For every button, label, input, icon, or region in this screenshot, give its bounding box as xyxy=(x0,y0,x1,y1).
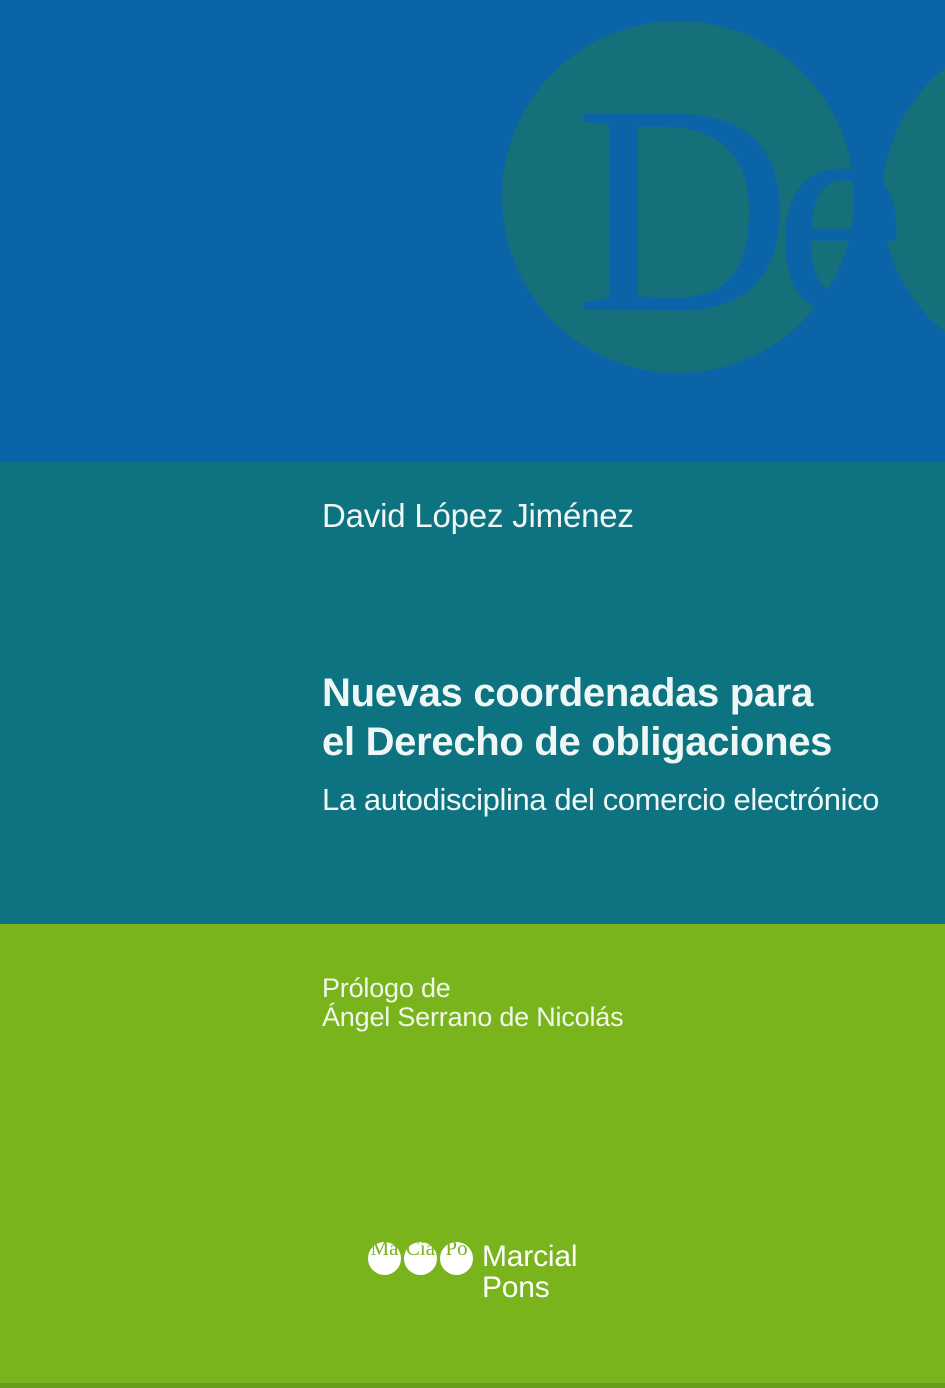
top-blue-band xyxy=(0,0,945,462)
series-monogram: De xyxy=(575,43,889,375)
book-title xyxy=(322,669,832,767)
logo-ball-letters: Po xyxy=(445,1242,468,1260)
logo-ball-icon xyxy=(440,1242,473,1275)
book-subtitle: La autodisciplina del comercio electrónico xyxy=(322,782,880,817)
book-title-line2: el Derecho de obligaciones xyxy=(322,720,833,764)
publisher-name-line2: Pons xyxy=(482,1271,550,1304)
author-name: David López Jiménez xyxy=(322,497,634,534)
prologue-credit xyxy=(322,974,623,1032)
prologue-author: Ángel Serrano de Nicolás xyxy=(322,1002,624,1032)
prologue-label: Prólogo de xyxy=(322,973,451,1003)
bottom-edge-strip xyxy=(0,1383,945,1388)
logo-ball-icon xyxy=(368,1242,401,1275)
book-title-line1: Nuevas coordenadas para xyxy=(322,671,814,715)
publisher-logo xyxy=(368,1241,628,1311)
logo-ball-letters: Cia xyxy=(405,1242,436,1260)
logo-ball-icon xyxy=(404,1242,437,1275)
series-circle-partial-icon xyxy=(882,30,945,370)
logo-ball-letters: Ma xyxy=(370,1242,399,1260)
publisher-name xyxy=(482,1241,577,1303)
publisher-name-line1: Marcial xyxy=(482,1240,578,1273)
